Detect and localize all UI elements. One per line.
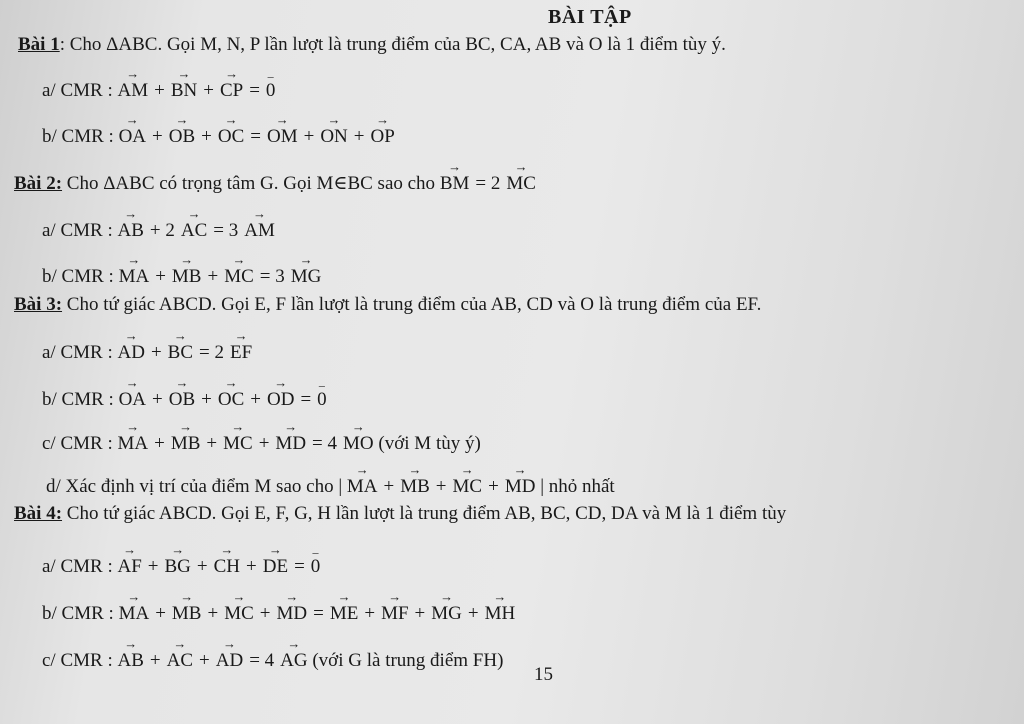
vector-term: → MC xyxy=(224,266,254,288)
vector-term: → AD xyxy=(117,342,144,364)
vector-term: → BC xyxy=(168,342,193,364)
ex1-item-b xyxy=(42,126,395,148)
ex2-item-b xyxy=(42,266,321,288)
vector-term: → OM xyxy=(267,126,298,148)
formula xyxy=(113,433,481,454)
item-label: b/ CMR : xyxy=(42,389,114,410)
operator: = xyxy=(249,80,260,101)
operator: + xyxy=(201,126,212,147)
ex4-item-b xyxy=(42,603,515,625)
vector-term: → MD xyxy=(277,603,308,625)
operator: + xyxy=(203,80,214,101)
vector-term: → OD xyxy=(267,389,294,411)
operator: + xyxy=(250,389,261,410)
note-text: (với G là trung điểm FH) xyxy=(307,650,504,671)
vector-term: → MC xyxy=(224,603,254,625)
formula xyxy=(113,80,276,101)
vector-term: → OC xyxy=(218,126,244,148)
operator: + xyxy=(150,342,162,363)
note-text: | nhỏ nhất xyxy=(535,476,615,497)
page-title: BÀI TẬP xyxy=(548,6,632,28)
vector-term: → MA xyxy=(117,433,148,455)
vector-term: → AD xyxy=(216,650,243,672)
item-label: d/ Xác định vị trí của điểm M sao cho | xyxy=(46,476,343,497)
operator: + xyxy=(467,603,479,624)
vector-term: → OA xyxy=(119,126,146,148)
vector-term: → OB xyxy=(169,126,195,148)
exercise-4-heading: Bài 4: xyxy=(14,503,63,524)
item-label: b/ CMR : xyxy=(42,126,114,147)
operator: + xyxy=(147,556,159,577)
operator: + xyxy=(207,266,219,287)
vector-term: → MB xyxy=(400,476,430,498)
vector-term: → OA xyxy=(119,389,146,411)
vector-term: → MG xyxy=(431,603,462,625)
vector-term: → MO xyxy=(343,433,374,455)
vector-term: → MD xyxy=(505,476,536,498)
zero-vector: – 0 xyxy=(311,556,321,578)
item-label: a/ CMR : xyxy=(42,556,113,577)
formula xyxy=(113,650,504,671)
vector-term: → CH xyxy=(214,556,240,578)
exercise-1-heading: Bài 1 xyxy=(18,34,60,55)
vector-term: → EF xyxy=(230,342,252,364)
vector-term: → MC xyxy=(506,173,536,195)
exercise-4-intro: Cho tứ giác ABCD. Gọi E, F, G, H lần lượt là trung điểm AB, BC, CD, DA và M là 1 điểm tùy xyxy=(62,503,787,524)
operator: = 3 xyxy=(259,266,285,287)
vector-term: → AF xyxy=(117,556,141,578)
operator: + xyxy=(152,126,163,147)
operator: + xyxy=(149,650,161,671)
item-label: c/ CMR : xyxy=(42,650,113,671)
zero-vector: – 0 xyxy=(317,389,327,411)
ex3-item-c xyxy=(42,433,481,455)
page-number: 15 xyxy=(534,664,553,685)
vector-term: → AB xyxy=(117,650,143,672)
ex1-item-a xyxy=(42,80,275,102)
operator: + xyxy=(201,389,212,410)
operator: + xyxy=(196,556,208,577)
operator: + xyxy=(152,389,163,410)
item-label: a/ CMR : xyxy=(42,342,113,363)
ex4-item-c xyxy=(42,650,503,672)
vector-term: → AC xyxy=(181,220,207,242)
operator: + xyxy=(414,603,426,624)
operator: + xyxy=(383,476,395,497)
item-label: a/ CMR : xyxy=(42,220,113,241)
operator: = xyxy=(300,389,312,410)
vector-term: → MA xyxy=(119,266,150,288)
formula xyxy=(114,266,322,287)
operator: = xyxy=(250,126,261,147)
exercise-2-intro: Cho ΔABC có trọng tâm G. Gọi M∈BC sao cho xyxy=(62,173,436,194)
exercise-2-header xyxy=(14,173,536,195)
operator: = 2 xyxy=(475,173,501,194)
operator: + xyxy=(199,650,210,671)
ex2-item-a xyxy=(42,220,275,242)
vector-term: → OP xyxy=(371,126,395,148)
vector-term: → MD xyxy=(275,433,306,455)
formula xyxy=(435,173,536,194)
vector-term: → AM xyxy=(244,220,275,242)
item-label: a/ CMR : xyxy=(42,80,113,101)
operator: + xyxy=(353,126,365,147)
operator: = xyxy=(294,556,305,577)
formula xyxy=(113,556,321,577)
vector-term: → AC xyxy=(167,650,193,672)
operator: + xyxy=(258,433,270,454)
vector-term: → MB xyxy=(172,266,202,288)
formula xyxy=(114,126,395,147)
operator: = 3 xyxy=(213,220,239,241)
vector-term: → AB xyxy=(117,220,143,242)
formula xyxy=(114,389,327,410)
operator: + xyxy=(155,266,166,287)
operator: = 4 xyxy=(312,433,338,454)
exercise-4-header xyxy=(14,503,786,525)
operator: + xyxy=(303,126,315,147)
vector-term: → MA xyxy=(119,603,150,625)
item-label: b/ CMR : xyxy=(42,266,114,287)
vector-term: → ON xyxy=(320,126,347,148)
operator: + xyxy=(246,556,257,577)
operator: + xyxy=(259,603,271,624)
vector-term: → MA xyxy=(347,476,378,498)
operator: + xyxy=(207,603,219,624)
formula xyxy=(113,220,275,241)
vector-term: → MG xyxy=(291,266,322,288)
vector-term: → MC xyxy=(223,433,253,455)
item-label: b/ CMR : xyxy=(42,603,114,624)
ex3-item-b xyxy=(42,389,327,411)
operator: + xyxy=(154,433,165,454)
operator: + xyxy=(364,603,376,624)
formula xyxy=(114,603,515,624)
vector-term: → AG xyxy=(280,650,307,672)
exercise-1-intro: : Cho ΔABC. Gọi M, N, P lần lượt là trung điểm của BC, CA, AB và O là 1 điểm tùy ý. xyxy=(59,34,726,55)
operator: + xyxy=(155,603,166,624)
operator: = 2 xyxy=(199,342,224,363)
ex4-item-a xyxy=(42,556,320,578)
vector-term: → AM xyxy=(117,80,148,102)
operator: + xyxy=(206,433,218,454)
exercise-3-intro: Cho tứ giác ABCD. Gọi E, F lần lượt là trung điểm của AB, CD và O là trung điểm của EF. xyxy=(62,294,762,315)
exercise-3-heading: Bài 3: xyxy=(14,294,63,315)
formula xyxy=(342,476,615,497)
zero-vector: – 0 xyxy=(266,80,276,102)
exercise-1-header xyxy=(18,34,726,56)
vector-term: → OC xyxy=(218,389,244,411)
vector-term: → MB xyxy=(171,433,201,455)
vector-term: → CP xyxy=(220,80,243,102)
vector-term: → DE xyxy=(263,556,288,578)
vector-term: → MC xyxy=(453,476,483,498)
operator: + xyxy=(154,80,165,101)
exercise-3-header xyxy=(14,294,761,316)
vector-term: → ME xyxy=(330,603,359,625)
vector-term: → MB xyxy=(172,603,202,625)
operator: = 4 xyxy=(249,650,275,671)
vector-term: → MF xyxy=(381,603,408,625)
note-text: (với M tùy ý) xyxy=(373,433,481,454)
operator: + xyxy=(435,476,447,497)
ex3-item-a xyxy=(42,342,252,364)
vector-term: → BN xyxy=(171,80,197,102)
item-label: c/ CMR : xyxy=(42,433,113,454)
exercise-2-heading: Bài 2: xyxy=(14,173,63,194)
vector-term: → BG xyxy=(165,556,191,578)
vector-term: → BM xyxy=(440,173,470,195)
operator: = xyxy=(313,603,324,624)
formula xyxy=(113,342,252,363)
vector-term: → MH xyxy=(485,603,516,625)
vector-term: → OB xyxy=(169,389,195,411)
operator: + xyxy=(488,476,499,497)
operator: + 2 xyxy=(149,220,175,241)
ex3-item-d xyxy=(46,476,615,498)
